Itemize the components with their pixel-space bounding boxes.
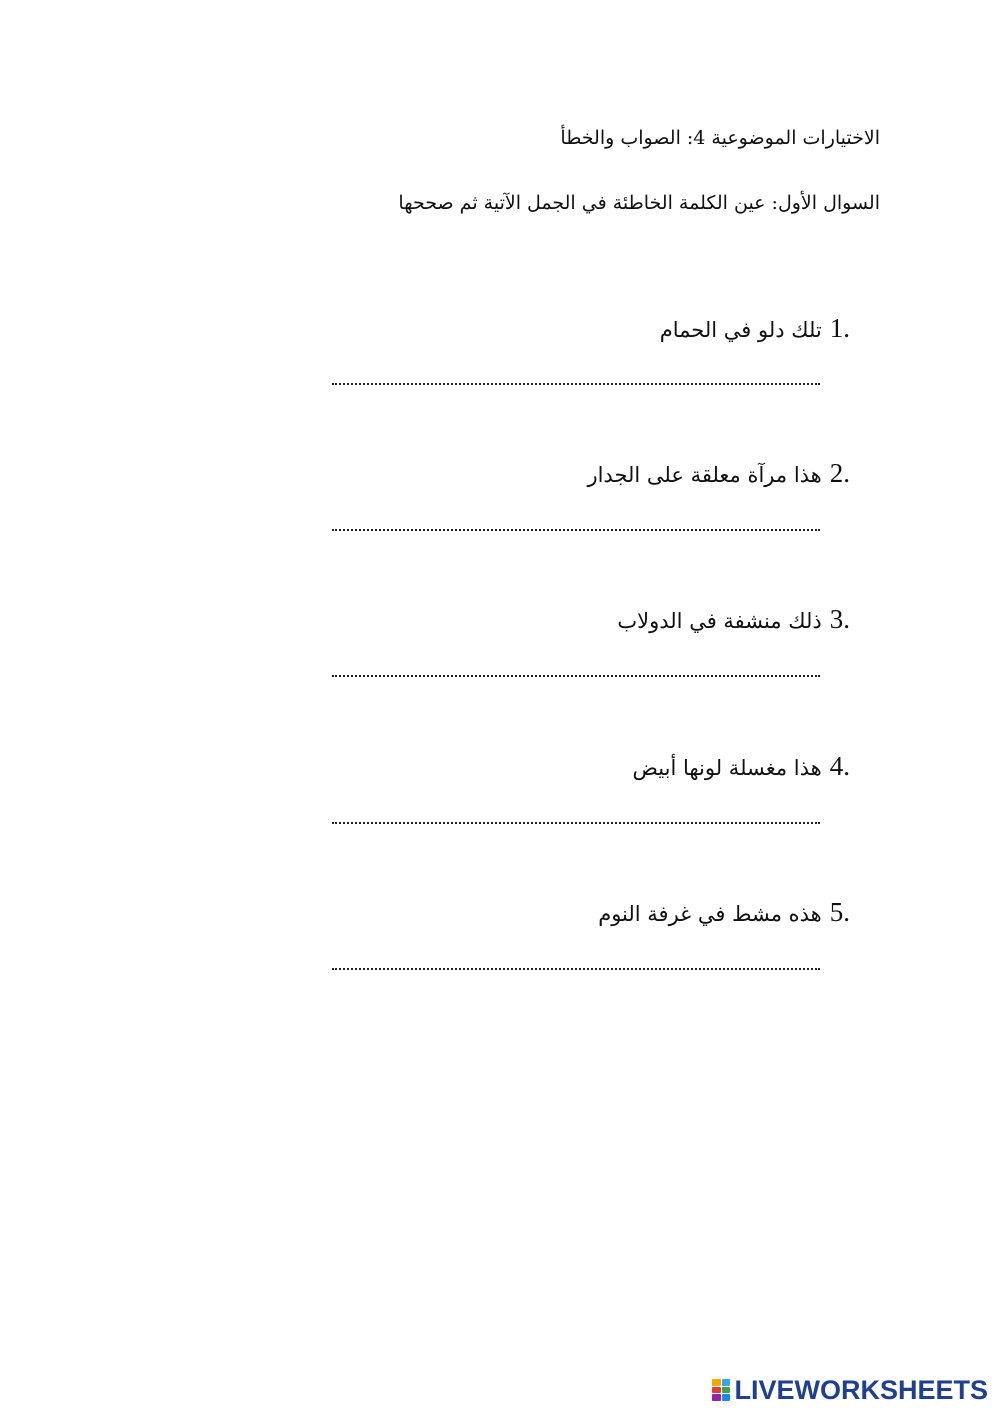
question-item-3 xyxy=(617,604,850,635)
logo-cell xyxy=(722,1387,731,1394)
liveworksheets-logo-icon xyxy=(712,1379,730,1401)
item-number: 2. xyxy=(829,458,850,488)
item-number: 1. xyxy=(829,313,850,343)
question-item-1 xyxy=(660,313,850,344)
question-item-2 xyxy=(587,458,850,489)
item-number: 4. xyxy=(829,751,850,781)
item-number: 3. xyxy=(829,604,850,634)
answer-field-2[interactable] xyxy=(332,529,820,531)
item-number: 5. xyxy=(829,897,850,927)
answer-field-3[interactable] xyxy=(332,675,820,677)
answer-field-4[interactable] xyxy=(332,822,820,824)
item-sentence: هذا مغسلة لونها أبيض xyxy=(632,756,822,780)
question-item-4 xyxy=(633,751,850,782)
brand-name: LIVEWORKSHEETS xyxy=(734,1374,988,1405)
answer-field-5[interactable] xyxy=(332,968,820,970)
liveworksheets-brand xyxy=(712,1375,988,1405)
logo-cell xyxy=(712,1394,721,1401)
item-sentence: ذلك منشفة في الدولاب xyxy=(617,609,822,633)
logo-cell xyxy=(712,1379,721,1386)
worksheet-title: الاختيارات الموضوعية 4: الصواب والخطأ xyxy=(560,127,880,149)
logo-cell xyxy=(712,1387,721,1394)
item-sentence: هذا مرآة معلقة على الجدار xyxy=(587,463,822,487)
question-item-5 xyxy=(598,897,850,928)
question-instruction: السوال الأول: عين الكلمة الخاطئة في الجمل الآتية ثم صححها xyxy=(398,192,880,214)
logo-cell xyxy=(722,1394,731,1401)
item-sentence: هذه مشط في غرفة النوم xyxy=(598,902,822,926)
logo-cell xyxy=(722,1379,731,1386)
item-sentence: تلك دلو في الحمام xyxy=(659,318,822,342)
answer-field-1[interactable] xyxy=(332,383,820,385)
